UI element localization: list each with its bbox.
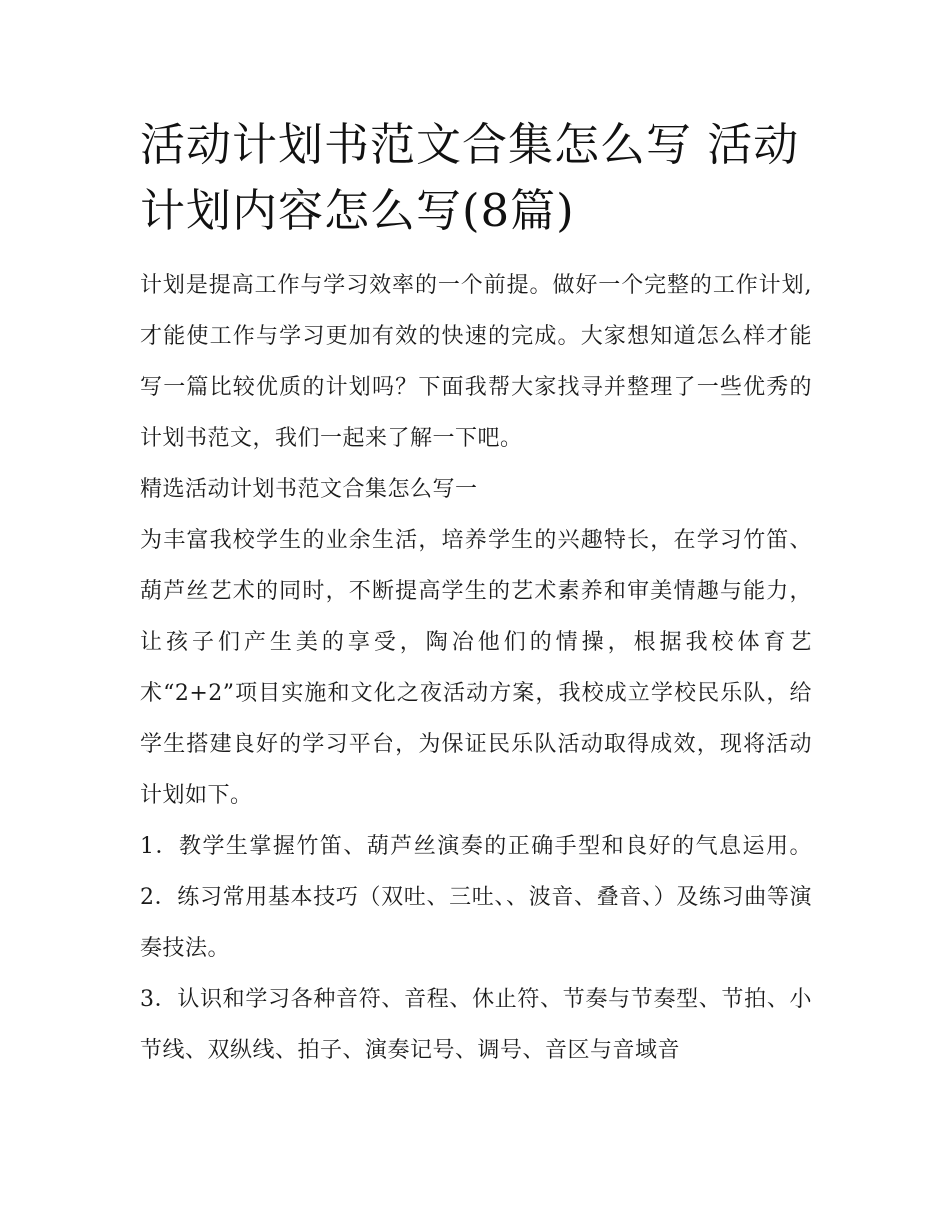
body-paragraph-2: 1．教学生掌握竹笛、葫芦丝演奏的正确手型和良好的气息运用。2．练习常用基本技巧（双吐、三吐、、波音、叠音、）及练习曲等演奏技法。: [140, 834, 812, 961]
body-paragraph-1: 为丰富我校学生的业余生活，培养学生的兴趣特长，在学习竹笛、葫芦丝艺术的同时，不断提高学生的艺术素养和审美情趣与能力，让孩子们产生美的享受，陶冶他们的情操，根据我校体育艺术“2+2”项目实施和文化之夜活动方案，我校成立学校民乐队，给学生搭建良好的学习平台，为保证民乐队活动取得成效，现将活动计划如下。: [140, 528, 812, 808]
document-title: 活动计划书范文合集怎么写 活动计划内容怎么写(8篇): [140, 118, 800, 237]
section-heading: 精选活动计划书范文合集怎么写一: [140, 477, 478, 502]
intro-paragraph: 计划是提高工作与学习效率的一个前提。做好一个完整的工作计划,才能使工作与学习更加有效的快速的完成。大家想知道怎么样才能写一篇比较优质的计划吗？下面我帮大家找寻并整理了一些优秀的计划书范文，我们一起来了解一下吧。: [140, 273, 812, 451]
body-paragraph-3: 3．认识和学习各种音符、音程、休止符、节奏与节奏型、节拍、小节线、双纵线、拍子、演奏记号、调号、音区与音域音: [140, 987, 812, 1063]
